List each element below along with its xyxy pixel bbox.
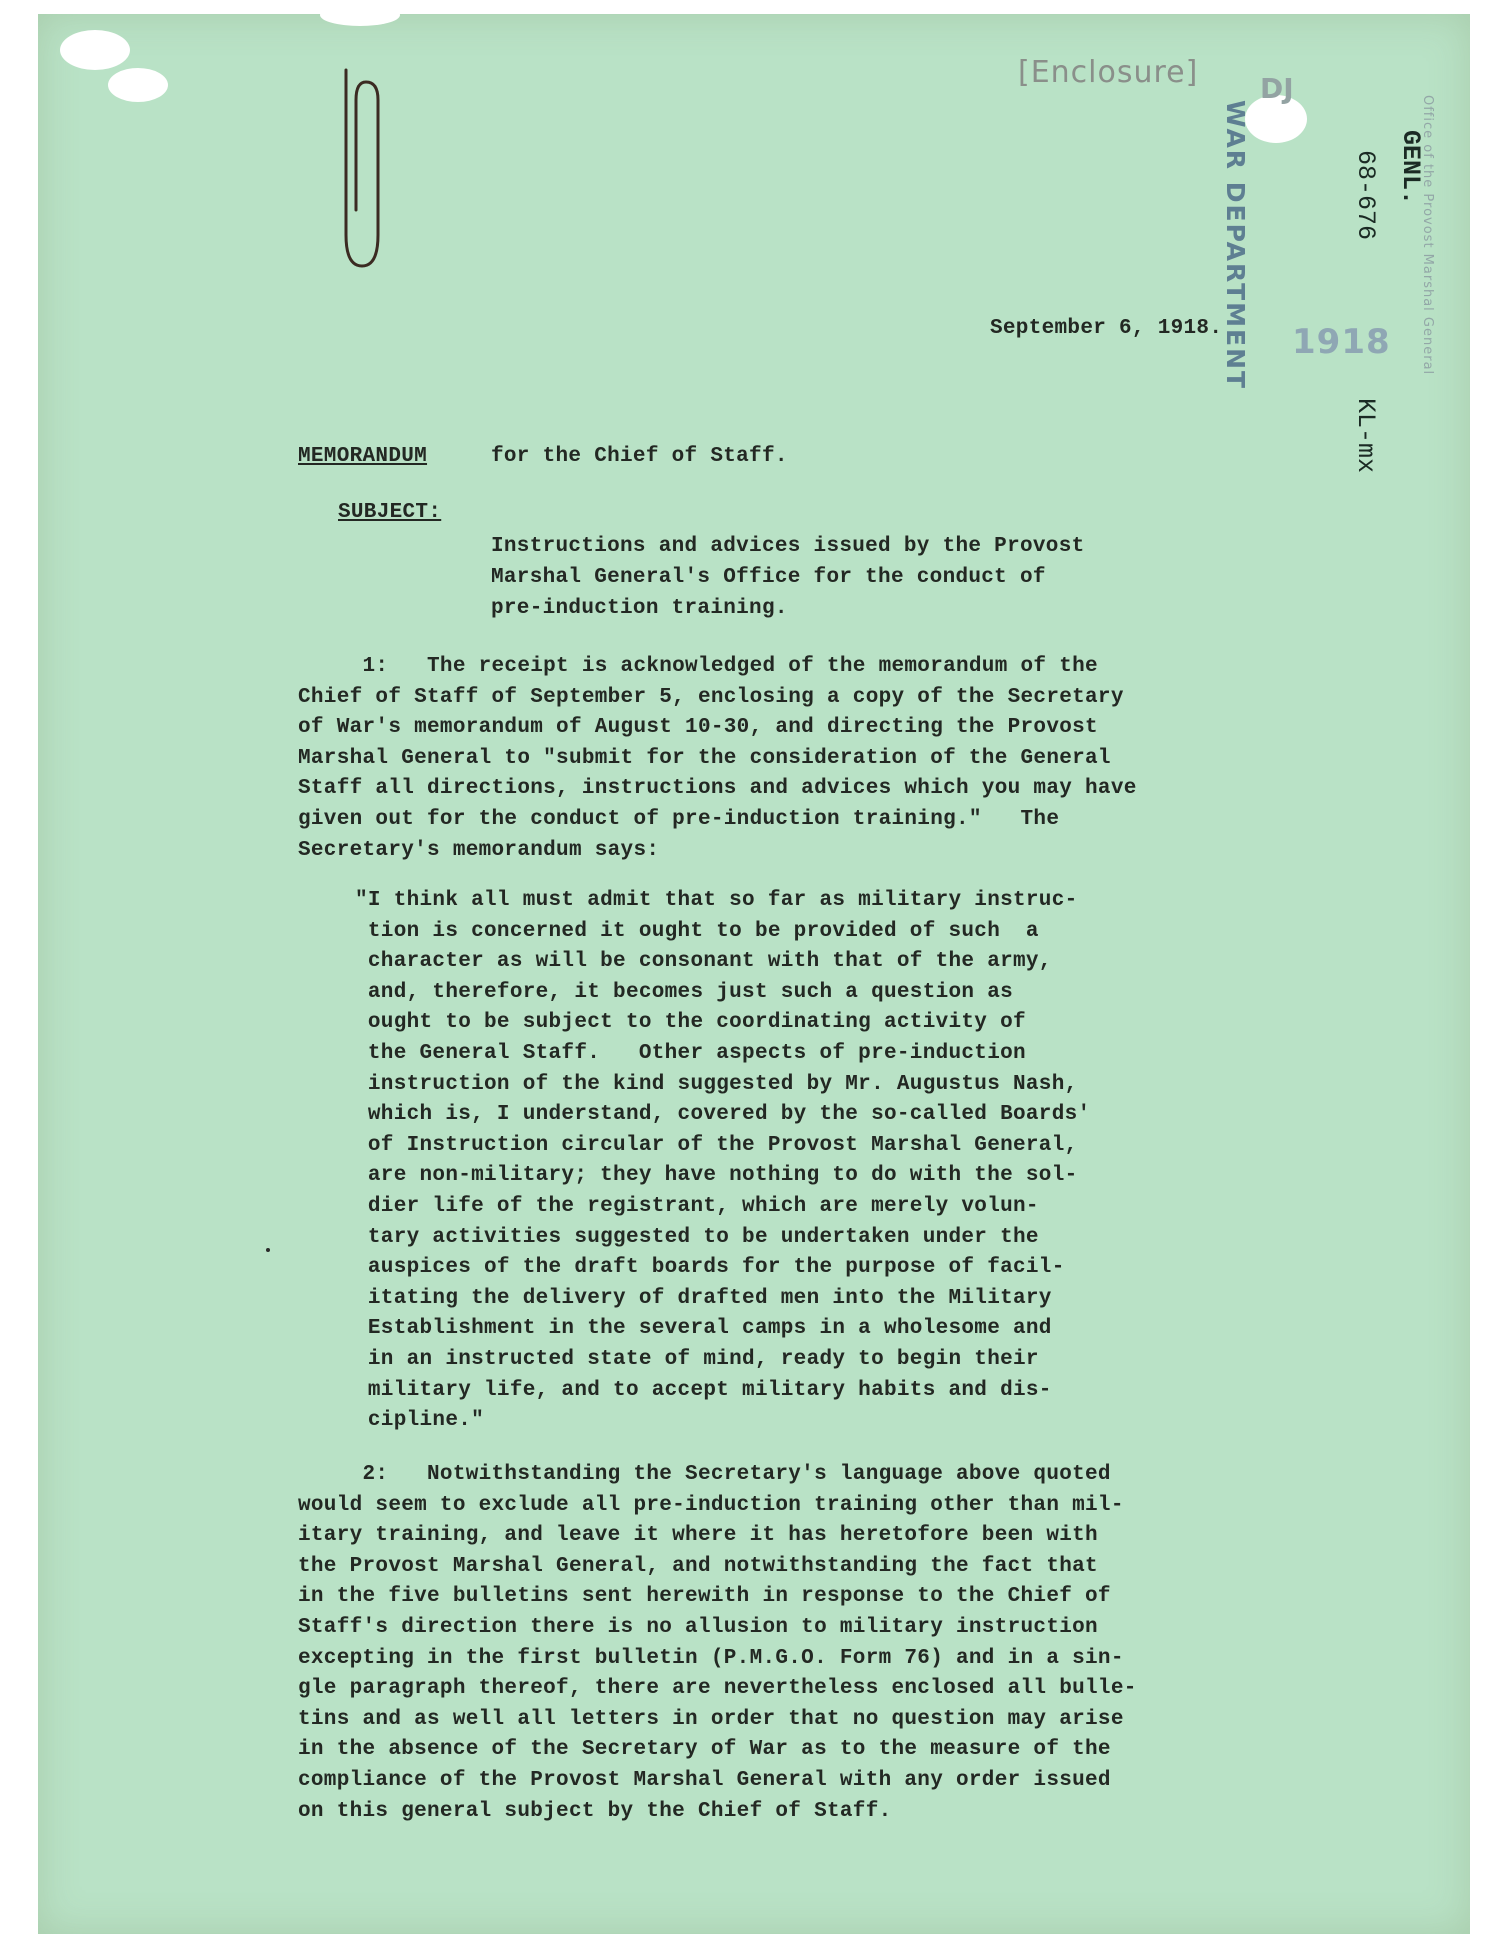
file-number: 68-676: [1351, 150, 1380, 241]
text-line: the Provost Marshal General, and notwithstanding the fact that: [298, 1554, 1098, 1578]
text-line: gle paragraph thereof, there are nevertheless enclosed all bulle-: [298, 1677, 1137, 1701]
text-line: and, therefore, it becomes just such a question as: [355, 980, 1014, 1004]
text-line: itary training, and leave it where it has heretofore been with: [298, 1524, 1098, 1548]
text-line: ought to be subject to the coordinating activity of: [355, 1011, 1026, 1035]
text-line: given out for the conduct of pre-induction training." The: [298, 807, 1060, 831]
subject-label: SUBJECT:: [338, 501, 442, 524]
text-line: dier life of the registrant, which are merely volun-: [355, 1194, 1039, 1218]
memo-date: September 6, 1918.: [990, 317, 1223, 340]
text-line: are non-military; they have nothing to do with the sol-: [355, 1164, 1078, 1188]
text-line: of Instruction circular of the Provost Marshal General,: [355, 1133, 1078, 1157]
text-line: compliance of the Provost Marshal General with any order issued: [298, 1768, 1111, 1792]
stamp-number: DJ: [1260, 72, 1294, 105]
text-line: on this general subject by the Chief of Staff.: [298, 1799, 892, 1823]
text-line: in an instructed state of mind, ready to begin their: [355, 1347, 1039, 1371]
office-stamp: Office of the Provost Marshal General: [1420, 95, 1435, 376]
text-line: itating the delivery of drafted men into the Military: [355, 1286, 1052, 1310]
text-line: of War's memorandum of August 10-30, and directing the Provost: [298, 716, 1098, 740]
ink-mark: [266, 1248, 270, 1252]
text-line: tion is concerned it ought to be provided of such a: [355, 919, 1039, 943]
text-line: which is, I understand, covered by the so-called Boards': [355, 1103, 1091, 1127]
paragraph-2: [298, 1460, 1137, 1827]
handwritten-enclosure-note: [Enclosure]: [1018, 55, 1199, 90]
typist-initials: KL-mx: [1351, 398, 1380, 474]
text-line: 1: The receipt is acknowledged of the memorandum of the: [298, 655, 1098, 678]
text-line: 2: Notwithstanding the Secretary's language above quoted: [298, 1463, 1111, 1486]
text-line: Staff all directions, instructions and advices which you may have: [298, 777, 1137, 801]
text-line: tary activities suggested to be undertaken under the: [355, 1225, 1039, 1249]
punch-hole-left: [108, 68, 168, 102]
text-line: would seem to exclude all pre-induction training other than mil-: [298, 1493, 1124, 1517]
text-line: "I think all must admit that so far as military instruc-: [355, 889, 1078, 912]
text-line: Staff's direction there is no allusion to military instruction: [298, 1615, 1098, 1639]
genl-label: GENL.: [1396, 130, 1425, 206]
torn-corner-top-left: [60, 30, 130, 70]
paragraph-1: [298, 652, 1137, 866]
subject-line: pre-induction training.: [491, 597, 788, 620]
text-line: in the five bulletins sent herewith in response to the Chief of: [298, 1585, 1111, 1609]
text-line: excepting in the first bulletin (P.M.G.O. Form 76) and in a sin-: [298, 1646, 1124, 1670]
subject-line: Instructions and advices issued by the Provost: [491, 535, 1085, 558]
text-line: cipline.": [355, 1409, 485, 1433]
text-line: military life, and to accept military habits and dis-: [355, 1378, 1052, 1402]
subject-line: Marshal General's Office for the conduct of: [491, 566, 1046, 589]
text-line: Chief of Staff of September 5, enclosing a copy of the Secretary: [298, 685, 1124, 709]
text-line: Establishment in the several camps in a wholesome and: [355, 1317, 1052, 1341]
memo-recipient: for the Chief of Staff.: [491, 445, 788, 468]
text-line: tins and as well all letters in order that no question may arise: [298, 1707, 1124, 1731]
text-line: Marshal General to "submit for the consideration of the General: [298, 746, 1111, 770]
memo-heading: MEMORANDUM: [298, 445, 428, 468]
text-line: instruction of the kind suggested by Mr. Augustus Nash,: [355, 1072, 1078, 1096]
text-line: character as will be consonant with that of the army,: [355, 950, 1052, 974]
year-stamp: 1918: [1292, 322, 1391, 362]
text-line: the General Staff. Other aspects of pre-induction: [355, 1041, 1026, 1065]
text-line: in the absence of the Secretary of War as to the measure of the: [298, 1738, 1111, 1762]
paper-clip-icon: [330, 60, 388, 276]
torn-edge-top: [320, 4, 400, 26]
text-line: auspices of the draft boards for the purpose of facil-: [355, 1256, 1065, 1280]
subject-text: [491, 500, 1085, 624]
text-line: Secretary's memorandum says:: [298, 838, 660, 862]
war-department-stamp: WAR DEPARTMENT: [1221, 100, 1250, 391]
secretary-quote: [355, 886, 1090, 1437]
